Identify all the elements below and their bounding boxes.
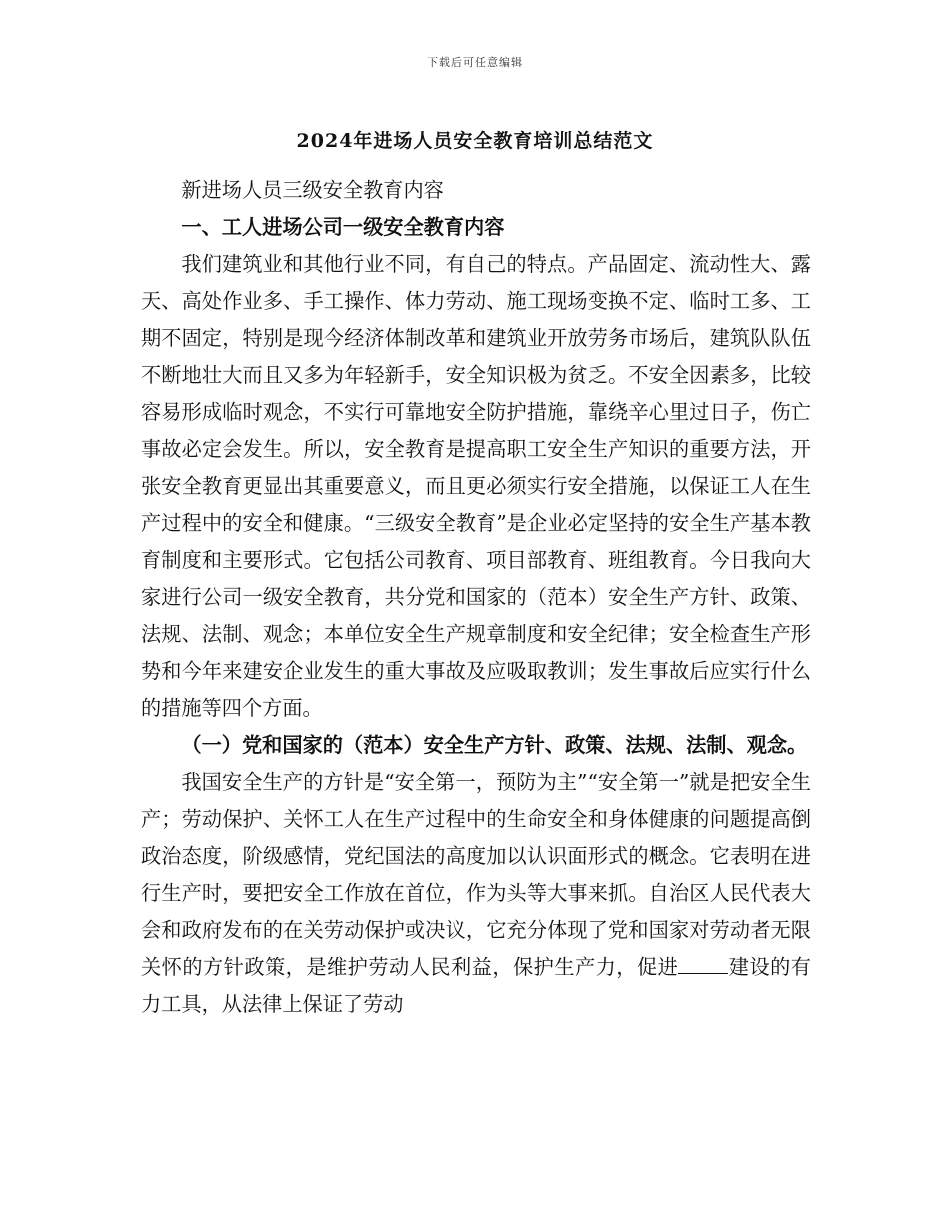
document-title: 2024年进场人员安全教育培训总结范文 <box>296 130 654 152</box>
header-note: 下载后可任意编辑 <box>427 56 523 69</box>
body-paragraph-1: 我们建筑业和其他行业不同，有自己的特点。产品固定、流动性大、露天、高处作业多、手工操作、体力劳动、施工现场变换不定、临时工多、工期不固定，特别是现今经济体制改革和建筑业开放劳务市场后，建筑队队伍不断地壮大而且又多为年轻新手，安全知识极为贫乏。不安全因素多，比较容易形成临时观念，不实行可靠地安全防护措施，靠绕辛心里过日子，伤亡事故必定会发生。所以，安全教育是提高职工安全生产知识的重要方法，开张安全教育更显出其重要意义，而且更必须实行安全措施，以保证工人在生产过程中的安全和健康。“三级安全教育”是企业必定坚持的安全生产基本教育制度和主要形式。它包括公司教育、项目部教育、班组教育。今日我向大家进行公司一级安全教育，共分党和国家的（范本）安全生产方针、政策、法规、法制、观念；本单位安全生产规章制度和安全纪律；安全检查生产形势和今年来建安企业发生的重大事故及应吸取教训；发生事故后应实行什么的措施等四个方面。 <box>141 252 811 720</box>
section-heading-2: （一）党和国家的（范本）安全生产方针、政策、法规、法制、观念。 <box>181 733 808 757</box>
document-body <box>141 172 811 1023</box>
fill-in-blank <box>678 955 728 974</box>
body-paragraph-2-text-b: 建设的有力工具，从法律上保证了劳动 <box>141 955 811 1016</box>
body-paragraph-2-text-a: 我国安全生产的方针是“安全第一，预防为主”“安全第一”就是把安全生产；劳动保护、关怀工人在生产过程中的生命安全和身体健康的问题提高倒政治态度，阶级感情，党纪国法的高度加以认识面形式的概念。它表明在进行生产时，要把安全工作放在首位，作为头等大事来抓。自治区人民代表大会和政府发布的在关劳动保护或决议，它充分体现了党和国家对劳动者无限关怀的方针政策，是维护劳动人民利益，保护生产力，促进 <box>141 770 811 979</box>
section-heading-1: 一、工人进场公司一级安全教育内容 <box>181 215 505 239</box>
body-paragraph-2 <box>141 764 811 1023</box>
intro-paragraph: 新进场人员三级安全教育内容 <box>181 178 444 202</box>
